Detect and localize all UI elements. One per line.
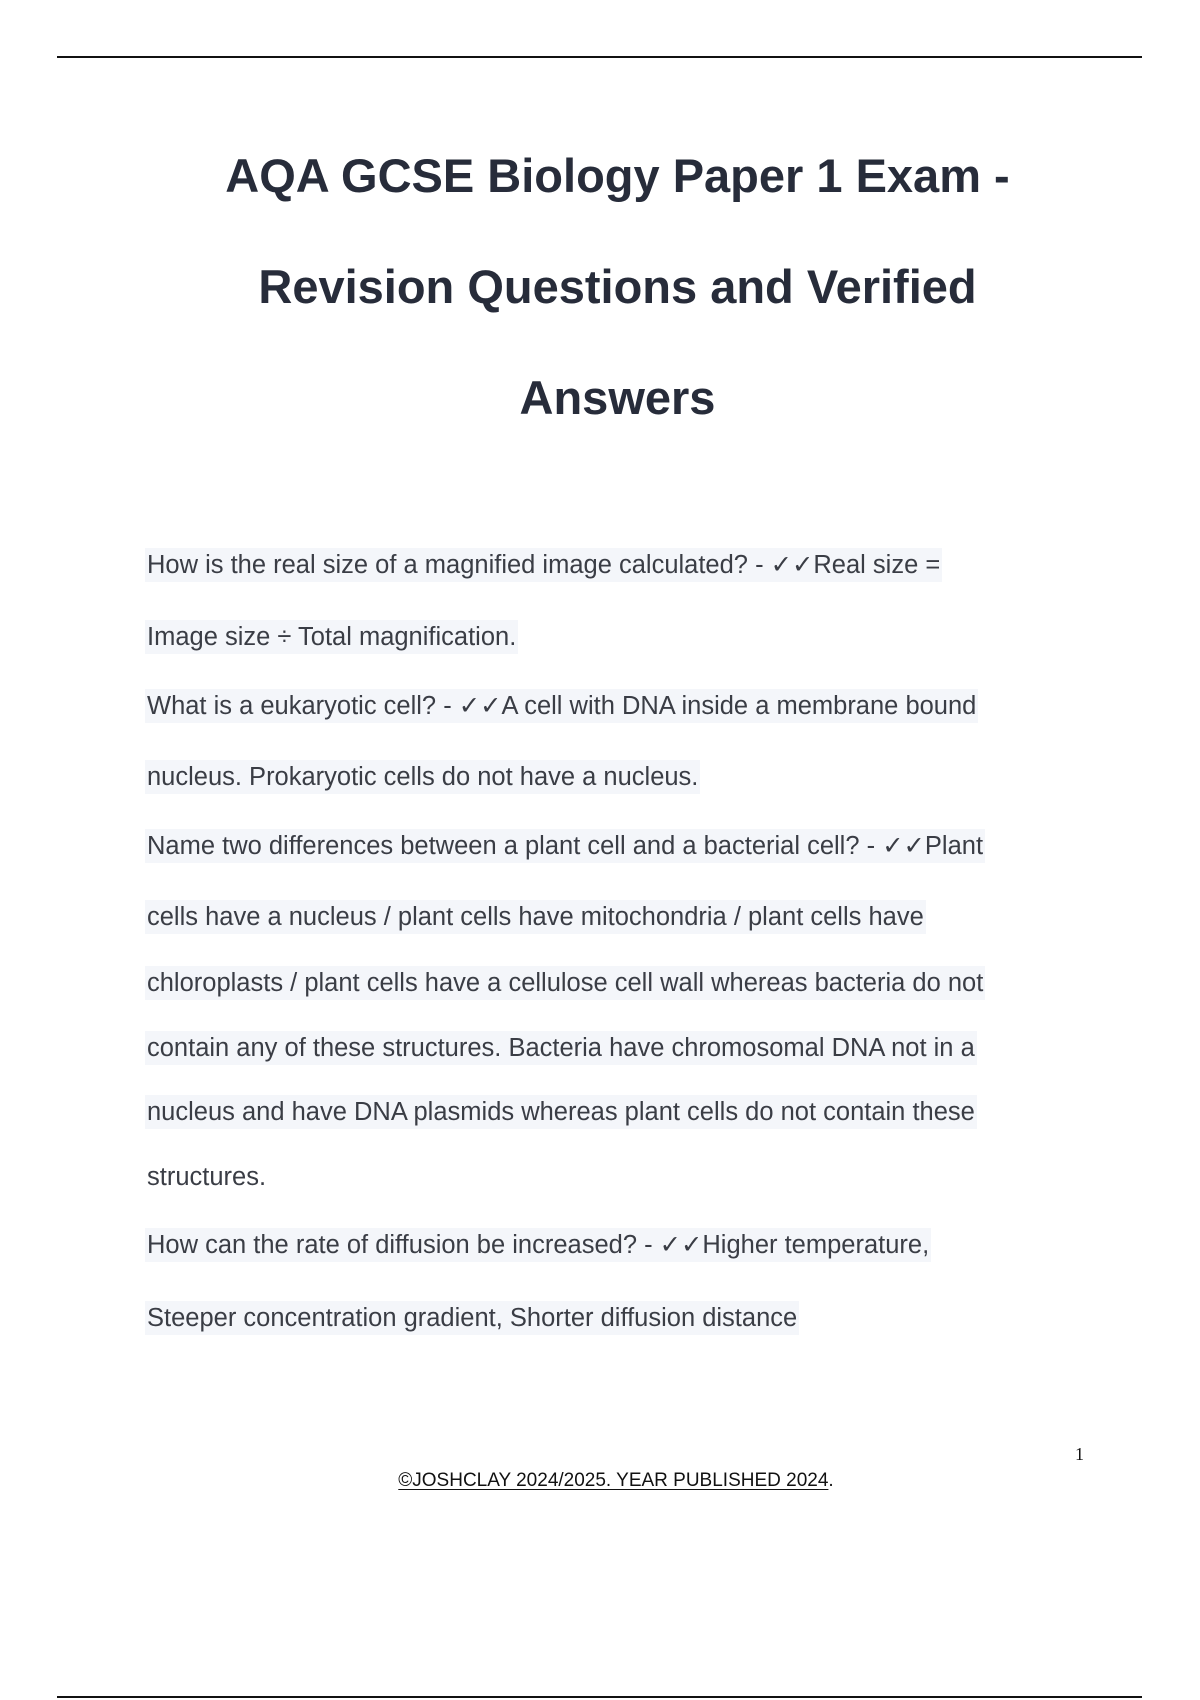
bottom-rule <box>57 1696 1142 1698</box>
qa-line-6: cells have a nucleus / plant cells have mitochondria / plant cells have <box>145 900 926 934</box>
qa-line-11: How can the rate of diffusion be increased? - ✓✓Higher temperature, <box>145 1228 931 1262</box>
qa-line-2: Image size ÷ Total magnification. <box>145 620 518 654</box>
qa-line-9: nucleus and have DNA plasmids whereas plant cells do not contain these <box>145 1095 977 1129</box>
document-title <box>100 120 1135 453</box>
qa-line-1: How is the real size of a magnified image calculated? - ✓✓Real size = <box>145 548 942 582</box>
footer <box>0 1470 1200 1492</box>
qa-line-5: Name two differences between a plant cell and a bacterial cell? - ✓✓Plant <box>145 829 985 863</box>
footer-period: . <box>828 1470 834 1491</box>
qa-line-12: Steeper concentration gradient, Shorter diffusion distance <box>145 1301 799 1335</box>
footer-copyright: ©JOSHCLAY 2024/2025. YEAR PUBLISHED 2024 <box>398 1470 829 1491</box>
title-line-2: Revision Questions and Verified <box>258 260 977 313</box>
top-rule <box>57 56 1142 58</box>
qa-line-10: structures. <box>147 1163 267 1191</box>
qa-line-8: contain any of these structures. Bacteria have chromosomal DNA not in a <box>145 1031 977 1065</box>
title-line-1: AQA GCSE Biology Paper 1 Exam - <box>225 149 1010 202</box>
qa-line-4: nucleus. Prokaryotic cells do not have a nucleus. <box>145 760 700 794</box>
page-number: 1 <box>1075 1444 1084 1464</box>
title-line-3: Answers <box>519 371 716 424</box>
qa-line-7: chloroplasts / plant cells have a cellulose cell wall whereas bacteria do not <box>145 966 985 1000</box>
qa-line-3: What is a eukaryotic cell? - ✓✓A cell with DNA inside a membrane bound <box>145 689 978 723</box>
